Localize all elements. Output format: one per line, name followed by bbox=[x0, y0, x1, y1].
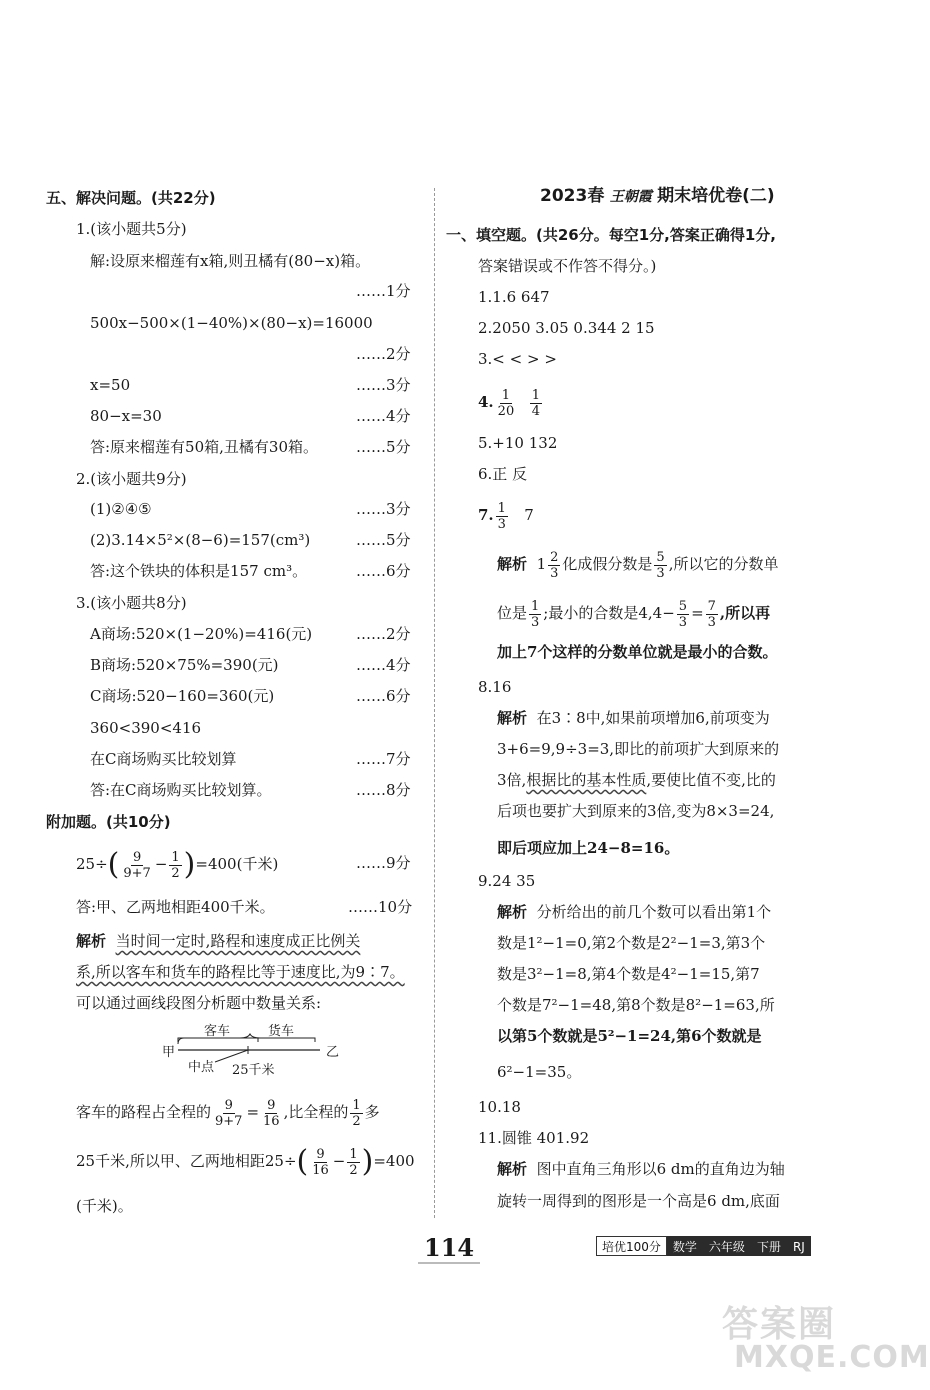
problem-3-line: C商场:520−160=360(元) bbox=[90, 687, 275, 705]
analysis-8-line: 即后项应加上24−8=16。 bbox=[497, 839, 680, 857]
analysis-7-line: 解析 1 $\frac{2}{3}$ 化成假分数是 $\frac{5}{3}$ ,所以它的分数单 bbox=[497, 549, 779, 581]
diagram-label-a: 甲 bbox=[162, 1045, 176, 1060]
answer-7: 7. $\frac{1}{3}$ 7 bbox=[478, 500, 534, 532]
extra-title: 附加题。(共10分) bbox=[46, 813, 171, 831]
analysis-tag: 解析 bbox=[497, 1160, 528, 1178]
score-note: ……7分 bbox=[356, 750, 411, 768]
problem-1-heading: 1.(该小题共5分) bbox=[76, 220, 187, 238]
problem-2-line: (2)3.14×5²×(8−6)=157(cm³) bbox=[90, 531, 311, 549]
watermark-logo: 答案圈 bbox=[722, 1304, 837, 1345]
page-number-swoosh bbox=[418, 1262, 480, 1264]
answer-3: 3.< < > > bbox=[478, 350, 557, 368]
analysis-9-line: 个数是7²−1=48,第8个数是8²−1=63,所 bbox=[497, 996, 775, 1014]
answer-9: 9.24 35 bbox=[478, 872, 536, 890]
badge-series: 培优100分 bbox=[596, 1236, 667, 1256]
extra-answer: 答:甲、乙两地相距400千米。 bbox=[76, 898, 275, 916]
analysis-7-line: 位是 $\frac{1}{3}$ ;最小的合数是4,4− $\frac{5}{3}$ = $\frac{7}{3}$ ,所以再 bbox=[497, 598, 771, 630]
analysis-tag: 解析 bbox=[497, 903, 528, 921]
diagram-label-truck: 货车 bbox=[268, 1024, 295, 1039]
analysis-9-line: 解析 分析给出的前几个数可以看出第1个 bbox=[497, 903, 772, 921]
problem-1-line: 解:设原来榴莲有x箱,则丑橘有(80−x)箱。 bbox=[90, 252, 371, 270]
answer-8: 8.16 bbox=[478, 678, 512, 696]
analysis-8-line: 3+6=9,9÷3=3,即比的前项扩大到原来的 bbox=[497, 740, 780, 758]
score-note: ……3分 bbox=[356, 500, 411, 518]
answer-1: 1.1.6 647 bbox=[478, 288, 550, 306]
analysis-tag: 解析 bbox=[76, 932, 107, 950]
analysis-line: 系,所以客车和货车的路程比等于速度比,为9∶7。 bbox=[76, 963, 405, 981]
problem-1-answer: 答:原来榴莲有50箱,丑橘有30箱。 bbox=[90, 438, 318, 456]
watermark-url: MXQE.COM bbox=[734, 1340, 930, 1375]
problem-3-line: B商场:520×75%=390(元) bbox=[90, 656, 279, 674]
extra-equation: 25÷( $\frac{9}{9+7}$ − $\frac{1}{2}$ )=400(千米) bbox=[76, 847, 279, 882]
score-note: ……2分 bbox=[356, 625, 411, 643]
problem-1-line: 80−x=30 bbox=[90, 407, 162, 425]
analysis-9-line: 以第5个数就是5²−1=24,第6个数就是 bbox=[497, 1027, 762, 1045]
diagram-label-midpoint: 中点 bbox=[188, 1060, 215, 1075]
analysis-8-line: 解析 在3∶8中,如果前项增加6,前项变为 bbox=[497, 709, 770, 727]
analysis-line: 25千米,所以甲、乙两地相距25÷( $\frac{9}{16}$ − $\frac{1}{2}$ )=400 bbox=[76, 1144, 415, 1179]
answer-5: 5.+10 132 bbox=[478, 434, 558, 452]
analysis-11-line: 旋转一周得到的图形是一个高是6 dm,底面 bbox=[497, 1192, 780, 1210]
score-note: ……6分 bbox=[356, 562, 411, 580]
badge-volume: 下册 bbox=[751, 1236, 787, 1256]
problem-1-line: x=50 bbox=[90, 376, 131, 394]
score-note: ……2分 bbox=[356, 345, 411, 363]
book-badge bbox=[596, 1236, 811, 1256]
column-divider bbox=[434, 188, 435, 1218]
analysis-tag: 解析 bbox=[497, 709, 528, 727]
badge-grade: 六年级 bbox=[703, 1236, 751, 1256]
analysis-line: 解析 当时间一定时,路程和速度成正比例关 bbox=[76, 932, 361, 950]
page-number: 114 bbox=[424, 1233, 475, 1262]
diagram-label-bus: 客车 bbox=[204, 1024, 231, 1039]
score-note: ……9分 bbox=[356, 854, 411, 872]
score-note: ……5分 bbox=[356, 438, 411, 456]
section-5-title: 五、解决问题。(共22分) bbox=[46, 189, 216, 207]
answer-11: 11.圆锥 401.92 bbox=[478, 1129, 590, 1147]
score-note: ……4分 bbox=[356, 656, 411, 674]
problem-3-line: A商场:520×(1−20%)=416(元) bbox=[90, 625, 313, 643]
exam-title: 2023春 王朝霞 期末培优卷(二) bbox=[540, 186, 775, 206]
analysis-7-line: 加上7个这样的分数单位就是最小的合数。 bbox=[497, 643, 778, 661]
analysis-9-line: 6²−1=35。 bbox=[497, 1063, 582, 1081]
problem-3-line: 360<390<416 bbox=[90, 719, 202, 737]
problem-2-answer: 答:这个铁块的体积是157 cm³。 bbox=[90, 562, 308, 580]
badge-subject: 数学 bbox=[667, 1236, 703, 1256]
score-note: ……10分 bbox=[348, 898, 413, 916]
problem-1-line: 500x−500×(1−40%)×(80−x)=16000 bbox=[90, 314, 373, 332]
problem-3-line: 在C商场购买比较划算 bbox=[90, 750, 237, 768]
problem-3-answer: 答:在C商场购买比较划算。 bbox=[90, 781, 272, 799]
analysis-11-line: 解析 图中直角三角形以6 dm的直角边为轴 bbox=[497, 1160, 785, 1178]
answer-10: 10.18 bbox=[478, 1098, 521, 1116]
problem-3-heading: 3.(该小题共8分) bbox=[76, 594, 187, 612]
analysis-9-line: 数是1²−1=0,第2个数是2²−1=3,第3个 bbox=[497, 934, 766, 952]
analysis-8-line: 3倍,根据比的基本性质,要使比值不变,比的 bbox=[497, 771, 776, 789]
score-note: ……5分 bbox=[356, 531, 411, 549]
problem-2-line: (1)②④⑤ bbox=[90, 500, 152, 518]
diagram-label-b: 乙 bbox=[326, 1045, 340, 1060]
analysis-9-line: 数是3²−1=8,第4个数是4²−1=15,第7 bbox=[497, 965, 760, 983]
diagram-lines bbox=[170, 1036, 330, 1066]
score-note: ……6分 bbox=[356, 687, 411, 705]
diagram-label-distance: 25千米 bbox=[232, 1063, 275, 1078]
answer-6: 6.正 反 bbox=[478, 465, 528, 483]
analysis-line: 可以通过画线段图分析题中数量关系: bbox=[76, 994, 322, 1012]
badge-edition: RJ bbox=[787, 1236, 811, 1256]
analysis-8-line: 后项也要扩大到原来的3倍,变为8×3=24, bbox=[497, 802, 775, 820]
score-note: ……1分 bbox=[356, 282, 411, 300]
analysis-line: 客车的路程占全程的 $\frac{9}{9+7}$ = $\frac{9}{16}$ ,比全程的 $\frac{1}{2}$ 多 bbox=[76, 1097, 380, 1129]
brand-logo: 王朝霞 bbox=[609, 189, 652, 205]
answer-4: 4. $\frac{1}{20}$ $\frac{1}{4}$ bbox=[478, 387, 541, 419]
analysis-line: (千米)。 bbox=[76, 1197, 133, 1215]
section-1-heading: 一、填空题。(共26分。每空1分,答案正确得1分, bbox=[446, 226, 777, 244]
section-1-heading-cont: 答案错误或不作答不得分。) bbox=[478, 257, 657, 275]
score-note: ……8分 bbox=[356, 781, 411, 799]
analysis-tag: 解析 bbox=[497, 555, 528, 573]
score-note: ……4分 bbox=[356, 407, 411, 425]
problem-2-heading: 2.(该小题共9分) bbox=[76, 470, 187, 488]
answer-2: 2.2050 3.05 0.344 2 15 bbox=[478, 319, 655, 337]
score-note: ……3分 bbox=[356, 376, 411, 394]
